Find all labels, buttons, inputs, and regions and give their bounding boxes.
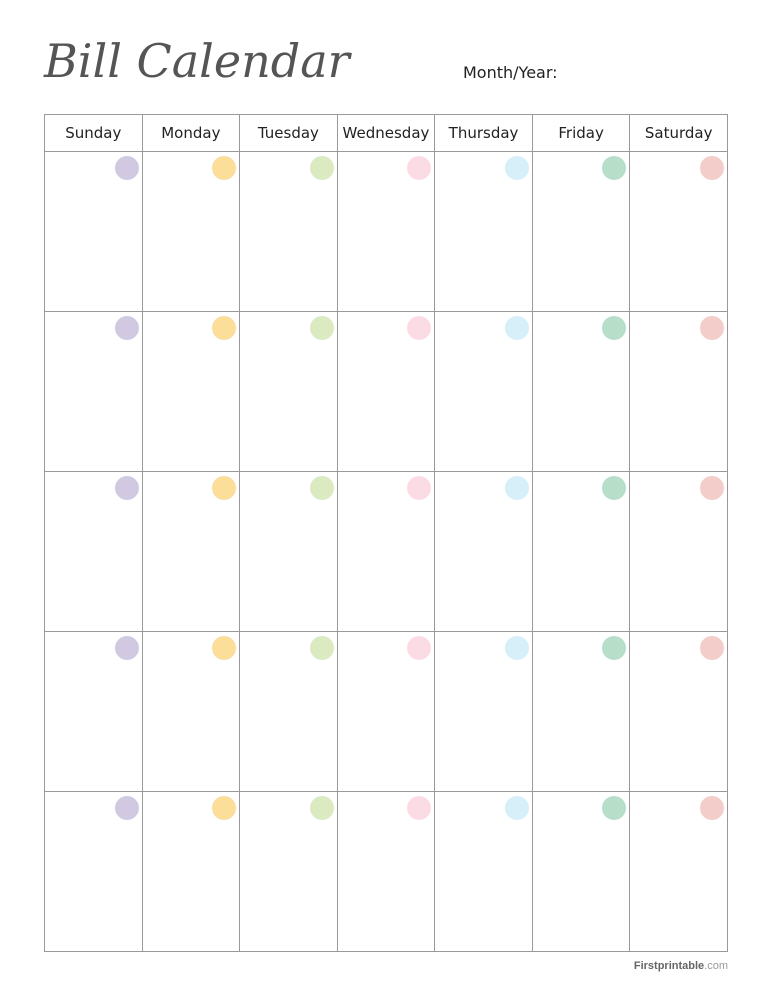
day-color-dot [602,156,626,180]
day-cell[interactable] [142,632,240,792]
day-color-dot [407,156,431,180]
day-cell[interactable] [630,632,728,792]
day-color-dot [212,796,236,820]
day-cell[interactable] [337,792,435,952]
day-cell[interactable] [142,472,240,632]
day-color-dot [505,316,529,340]
day-cell[interactable] [630,312,728,472]
day-color-dot [310,636,334,660]
calendar-week-row [45,472,728,632]
day-color-dot [700,156,724,180]
day-color-dot [115,796,139,820]
day-color-dot [407,636,431,660]
day-color-dot [700,796,724,820]
day-cell[interactable] [240,472,338,632]
day-color-dot [310,156,334,180]
day-color-dot [115,476,139,500]
day-color-dot [115,636,139,660]
day-cell[interactable] [240,152,338,312]
day-cell[interactable] [240,312,338,472]
weekday-header-friday: Friday [532,115,630,152]
day-color-dot [212,316,236,340]
calendar-weeks [45,152,728,952]
day-cell[interactable] [45,632,143,792]
day-cell[interactable] [435,632,533,792]
day-color-dot [310,476,334,500]
day-cell[interactable] [45,312,143,472]
day-cell[interactable] [240,632,338,792]
weekday-header-wednesday: Wednesday [337,115,435,152]
calendar-week-row [45,632,728,792]
footer-tld: .com [704,960,728,972]
day-cell[interactable] [45,152,143,312]
day-color-dot [407,796,431,820]
weekday-header-saturday: Saturday [630,115,728,152]
day-color-dot [700,316,724,340]
day-cell[interactable] [532,152,630,312]
day-cell[interactable] [142,312,240,472]
day-cell[interactable] [532,312,630,472]
day-color-dot [505,476,529,500]
day-cell[interactable] [532,472,630,632]
day-color-dot [602,796,626,820]
month-year-label: Month/Year: [463,63,558,82]
day-cell[interactable] [45,472,143,632]
day-color-dot [310,316,334,340]
day-cell[interactable] [337,152,435,312]
day-color-dot [602,316,626,340]
day-cell[interactable] [630,152,728,312]
day-color-dot [212,476,236,500]
weekday-header-thursday: Thursday [435,115,533,152]
calendar-week-row [45,152,728,312]
day-color-dot [407,476,431,500]
footer-brand: Firstprintable [633,960,705,972]
day-cell[interactable] [435,472,533,632]
day-color-dot [115,316,139,340]
day-color-dot [700,636,724,660]
day-cell[interactable] [532,632,630,792]
day-color-dot [700,476,724,500]
page-title: Bill Calendar [44,34,350,88]
weekday-header-row [45,115,728,152]
day-cell[interactable] [142,792,240,952]
day-color-dot [407,316,431,340]
day-cell[interactable] [337,472,435,632]
day-color-dot [505,636,529,660]
day-cell[interactable] [435,792,533,952]
weekday-header-sunday: Sunday [45,115,143,152]
day-cell[interactable] [630,472,728,632]
calendar-grid [44,114,728,952]
day-cell[interactable] [532,792,630,952]
day-cell[interactable] [435,312,533,472]
day-color-dot [310,796,334,820]
day-color-dot [505,796,529,820]
day-color-dot [212,636,236,660]
day-cell[interactable] [240,792,338,952]
day-color-dot [505,156,529,180]
day-color-dot [212,156,236,180]
day-color-dot [602,636,626,660]
footer-credit [634,960,728,972]
weekday-header-monday: Monday [142,115,240,152]
day-cell[interactable] [337,632,435,792]
day-cell[interactable] [45,792,143,952]
day-cell[interactable] [337,312,435,472]
day-color-dot [602,476,626,500]
day-cell[interactable] [142,152,240,312]
calendar-week-row [45,312,728,472]
day-color-dot [115,156,139,180]
day-cell[interactable] [630,792,728,952]
day-cell[interactable] [435,152,533,312]
calendar-week-row [45,792,728,952]
weekday-header-tuesday: Tuesday [240,115,338,152]
